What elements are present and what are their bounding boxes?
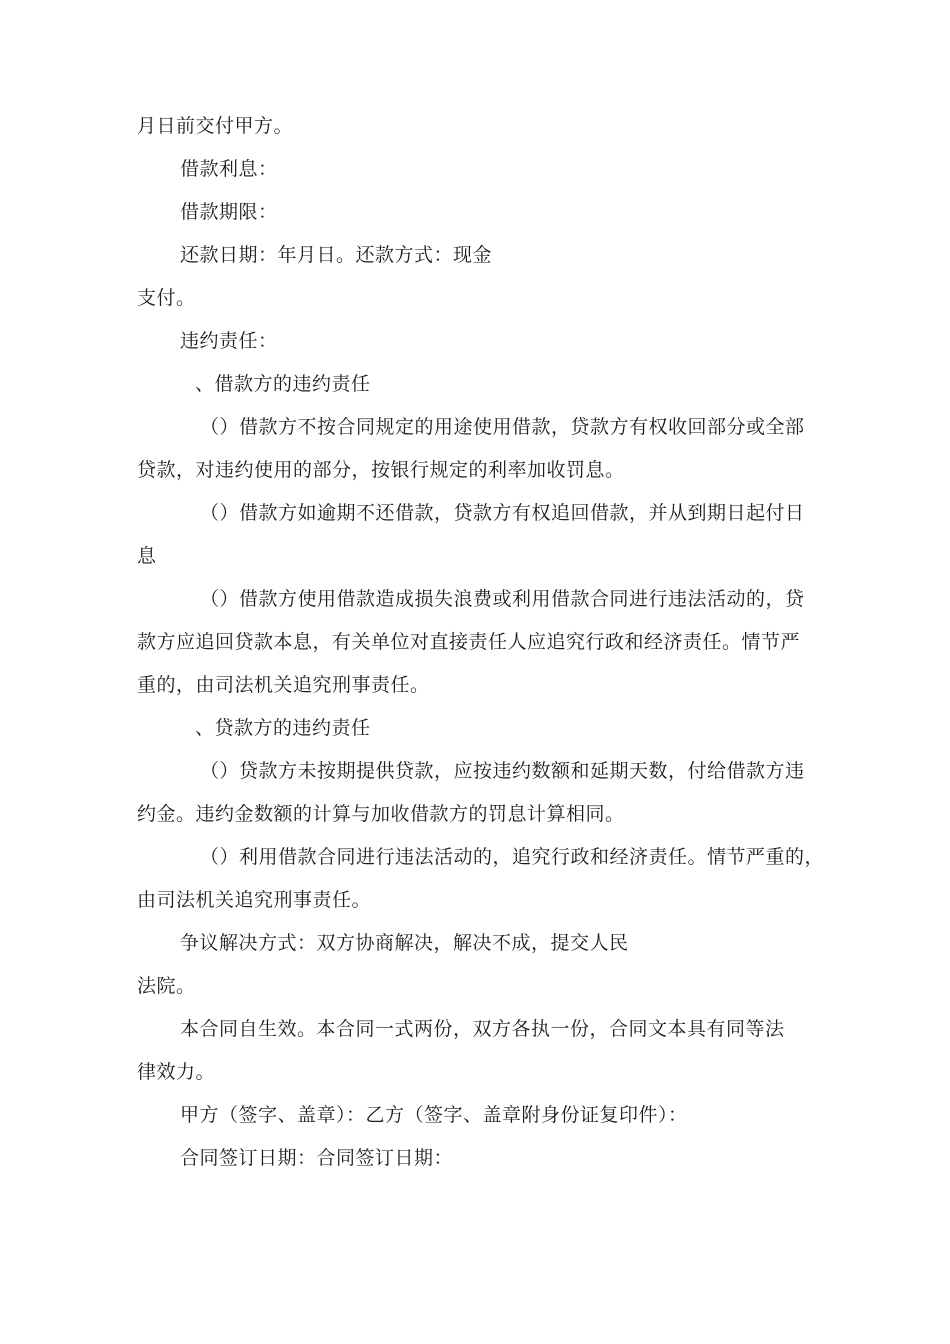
text-line-clause-4b: 约金。违约金数额的计算与加收借款方的罚息计算相同。 [137, 803, 625, 825]
text-line-clause-2b: 息 [137, 545, 157, 567]
text-line-lender-breach: 、贷款方的违约责任 [195, 717, 371, 739]
text-line-sign-dates: 合同签订日期：合同签订日期： [180, 1147, 454, 1169]
text-line-delivery: 月日前交付甲方。 [137, 115, 294, 137]
text-line-clause-1a: （）借款方不按合同规定的用途使用借款，贷款方有权收回部分或全部 [200, 416, 805, 438]
text-line-clause-4a: （）贷款方未按期提供贷款，应按违约数额和延期天数，付给借款方违 [200, 760, 805, 782]
text-line-clause-1b: 贷款，对违约使用的部分，按银行规定的利率加收罚息。 [137, 459, 625, 481]
text-line-dispute: 争议解决方式：双方协商解决，解决不成，提交人民 [180, 932, 629, 954]
text-line-effect-a: 本合同自生效。本合同一式两份，双方各执一份，合同文本具有同等法 [180, 1018, 785, 1040]
text-line-repayment: 还款日期：年月日。还款方式：现金 [180, 244, 493, 266]
text-line-clause-3a: （）借款方使用借款造成损失浪费或利用借款合同进行违法活动的，贷 [200, 588, 805, 610]
text-line-breach-heading: 违约责任： [180, 330, 278, 352]
text-line-signatures: 甲方（签字、盖章）：乙方（签字、盖章附身份证复印件）： [180, 1104, 688, 1126]
text-line-clause-5b: 由司法机关追究刑事责任。 [137, 889, 372, 911]
text-line-payment: 支付。 [137, 287, 196, 309]
text-line-court: 法院。 [137, 975, 196, 997]
text-line-loan-interest: 借款利息： [180, 158, 278, 180]
text-line-clause-3c: 重的，由司法机关追究刑事责任。 [137, 674, 430, 696]
text-line-clause-5a: （）利用借款合同进行违法活动的，追究行政和经济责任。情节严重的， [200, 846, 825, 868]
text-line-borrower-breach: 、借款方的违约责任 [195, 373, 371, 395]
text-line-effect-b: 律效力。 [137, 1061, 216, 1083]
text-line-loan-term: 借款期限： [180, 201, 278, 223]
text-line-clause-2a: （）借款方如逾期不还借款，贷款方有权追回借款，并从到期日起付日 [200, 502, 805, 524]
text-line-clause-3b: 款方应追回贷款本息，有关单位对直接责任人应追究行政和经济责任。情节严 [137, 631, 801, 653]
